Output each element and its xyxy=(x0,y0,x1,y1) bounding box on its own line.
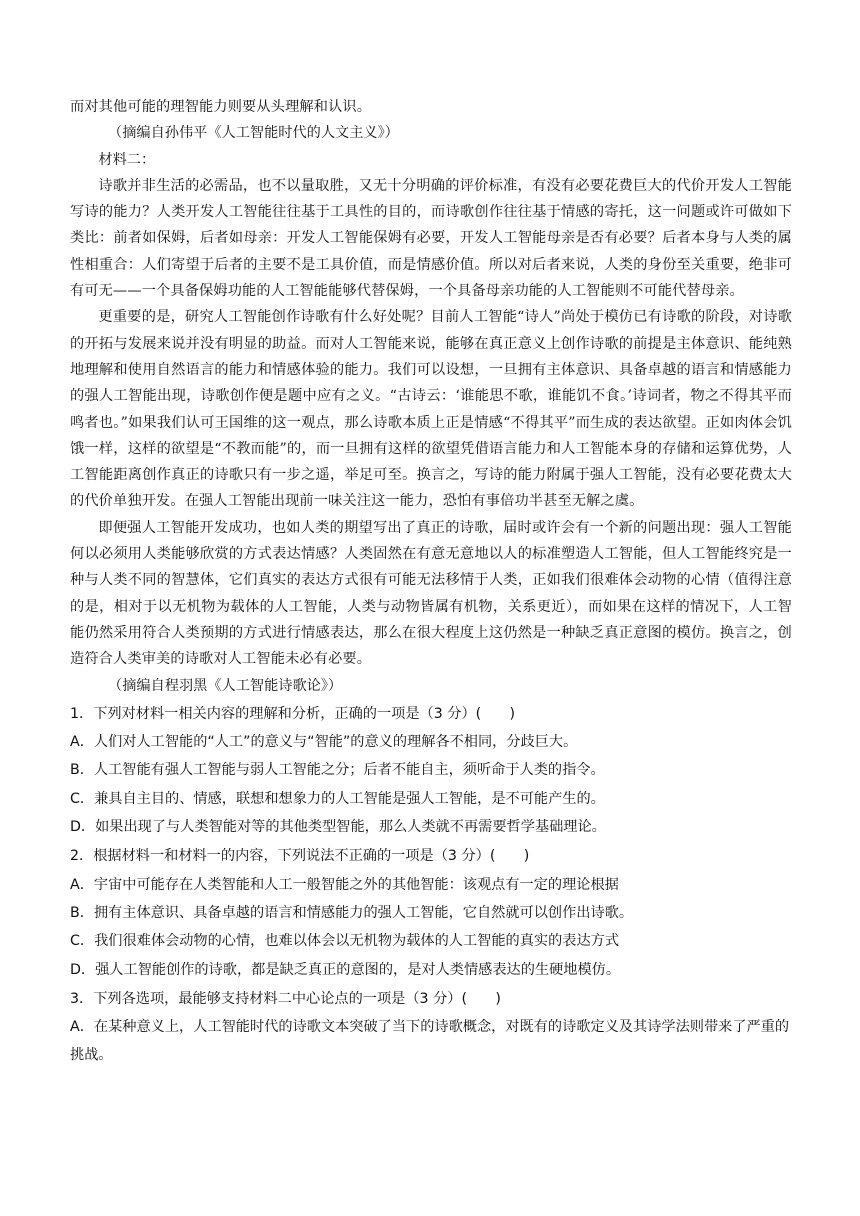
material2-label: 材料二： xyxy=(98,151,156,168)
document-page xyxy=(70,94,792,1070)
question-option: B．拥有主体意识、具备卓越的语言和情感能力的强人工智能，它自然就可以创作出诗歌。 xyxy=(70,904,634,921)
question-stem: 3．下列各选项，最能够支持材料二中心论点的一项是（3 分）( ) xyxy=(70,990,501,1007)
question-option: A．宇宙中可能存在人类智能和人工一般智能之外的其他智能：该观点有一定的理论根据 xyxy=(70,876,619,893)
material1-tail: 而对其他可能的理智能力则要从头理解和认识。 xyxy=(70,99,372,115)
question-1 xyxy=(70,700,792,841)
question-option: D．强人工智能创作的诗歌，都是缺乏真正的意图的，是对人类情感表达的生硬地模仿。 xyxy=(70,961,621,978)
material2-source: （摘编自程羽黑《人工智能诗歌论》） xyxy=(108,677,343,694)
question-option: B．人工智能有强人工智能与弱人工智能之分；后者不能自主，须听命于人类的指令。 xyxy=(70,762,605,779)
material2-paragraph: 诗歌并非生活的必需品，也不以量取胜，又无十分明确的评价标准，有没有必要花费巨大的代价开发人工智能写诗的能力？人类开发人工智能往往基于工具性的目的，而诗歌创作往往基于情感的寄托，这一问题或许可做如下类比：前者如保姆，后者如母亲：开发人工智能保姆有必要，开发人工智能母亲是否有必要？后者本身与人类的属性相重合：人们寄望于后者的主要不是工具价值，而是情感价值。所以对后者来说，人类的身份至关重要，绝非可有可无——一个具备保姆功能的人工智能能够代替保姆，一个具备母亲功能的人工智能则不可能代替母亲。 xyxy=(70,177,792,300)
question-option: C．我们很难体会动物的心情，也难以体会以无机物为载体的人工智能的真实的表达方式 xyxy=(70,933,620,950)
question-option: A．在某种意义上，人工智能时代的诗歌文本突破了当下的诗歌概念，对既有的诗歌定义及其诗学法则带来了严重的挑战。 xyxy=(70,1019,790,1064)
question-option: D．如果出现了与人类智能对等的其他类型智能，那么人类就不再需要哲学基础理论。 xyxy=(70,819,606,836)
question-option: A．人们对人工智能的“人工”的意义与“智能”的意义的理解各不相同，分歧巨大。 xyxy=(70,734,578,751)
question-3 xyxy=(70,985,792,1070)
question-stem: 2．根据材料一和材料一的内容，下列说法不正确的一项是（3 分）( ) xyxy=(70,848,530,865)
question-option: C．兼具自主目的、情感，联想和想象力的人工智能是强人工智能，是不可能产生的。 xyxy=(70,790,605,807)
question-2 xyxy=(70,842,792,983)
material1-source: （摘编自孙伟平《人工智能时代的人文主义》） xyxy=(108,125,399,142)
question-stem: 1．下列对材料一相关内容的理解和分析，正确的一项是（3 分）( ) xyxy=(70,705,516,722)
material2-paragraph: 即便强人工智能开发成功，也如人类的期望写出了真正的诗歌，届时或许会有一个新的问题出现：强人工智能何以必须用人类能够欣赏的方式表达情感？人类固然在有意无意地以人的标准塑造人工智能，但人工智能终究是一种与人类不同的智慧体，它们真实的表达方式很有可能无法移情于人类，正如我们很难体会动物的心情（值得注意的是，相对于以无机物为载体的人工智能，人类与动物皆属有机物，关系更近），而如果在这样的情况下，人工智能仍然采用符合人类预期的方式进行情感表达，那么在很大程度上这仍然是一种缺乏真正意图的模仿。换言之，创造符合人类审美的诗歌对人工智能未必有必要。 xyxy=(70,519,792,668)
material2-paragraph: 更重要的是，研究人工智能创作诗歌有什么好处呢？目前人工智能“诗人”尚处于模仿已有诗歌的阶段，对诗歌的开拓与发展来说并没有明显的助益。而对人工智能来说，能够在真正意义上创作诗歌的前提是主体意识、能纯熟地理解和使用自然语言的能力和情感体验的能力。我们可以设想，一旦拥有主体意识、具备卓越的语言和情感能力的强人工智能出现，诗歌创作便是题中应有之义。“古诗云：‘谁能思不歌，谁能饥不食。’诗词者，物之不得其平而鸣者也。”如果我们认可王国维的这一观点，那么诗歌本质上正是情感“不得其平”而生成的表达欲望。正如肉体会饥饿一样，这样的欲望是“不教而能”的，而一旦拥有这样的欲望凭借语言能力和人工智能本身的存储和运算优势，人工智能距离创作真正的诗歌只有一步之遥，举足可至。换言之，写诗的能力附属于强人工智能，没有必要花费太大的代价单独开发。在强人工智能出现前一味关注这一能力，恐怕有事倍功半甚至无解之虞。 xyxy=(70,309,792,510)
